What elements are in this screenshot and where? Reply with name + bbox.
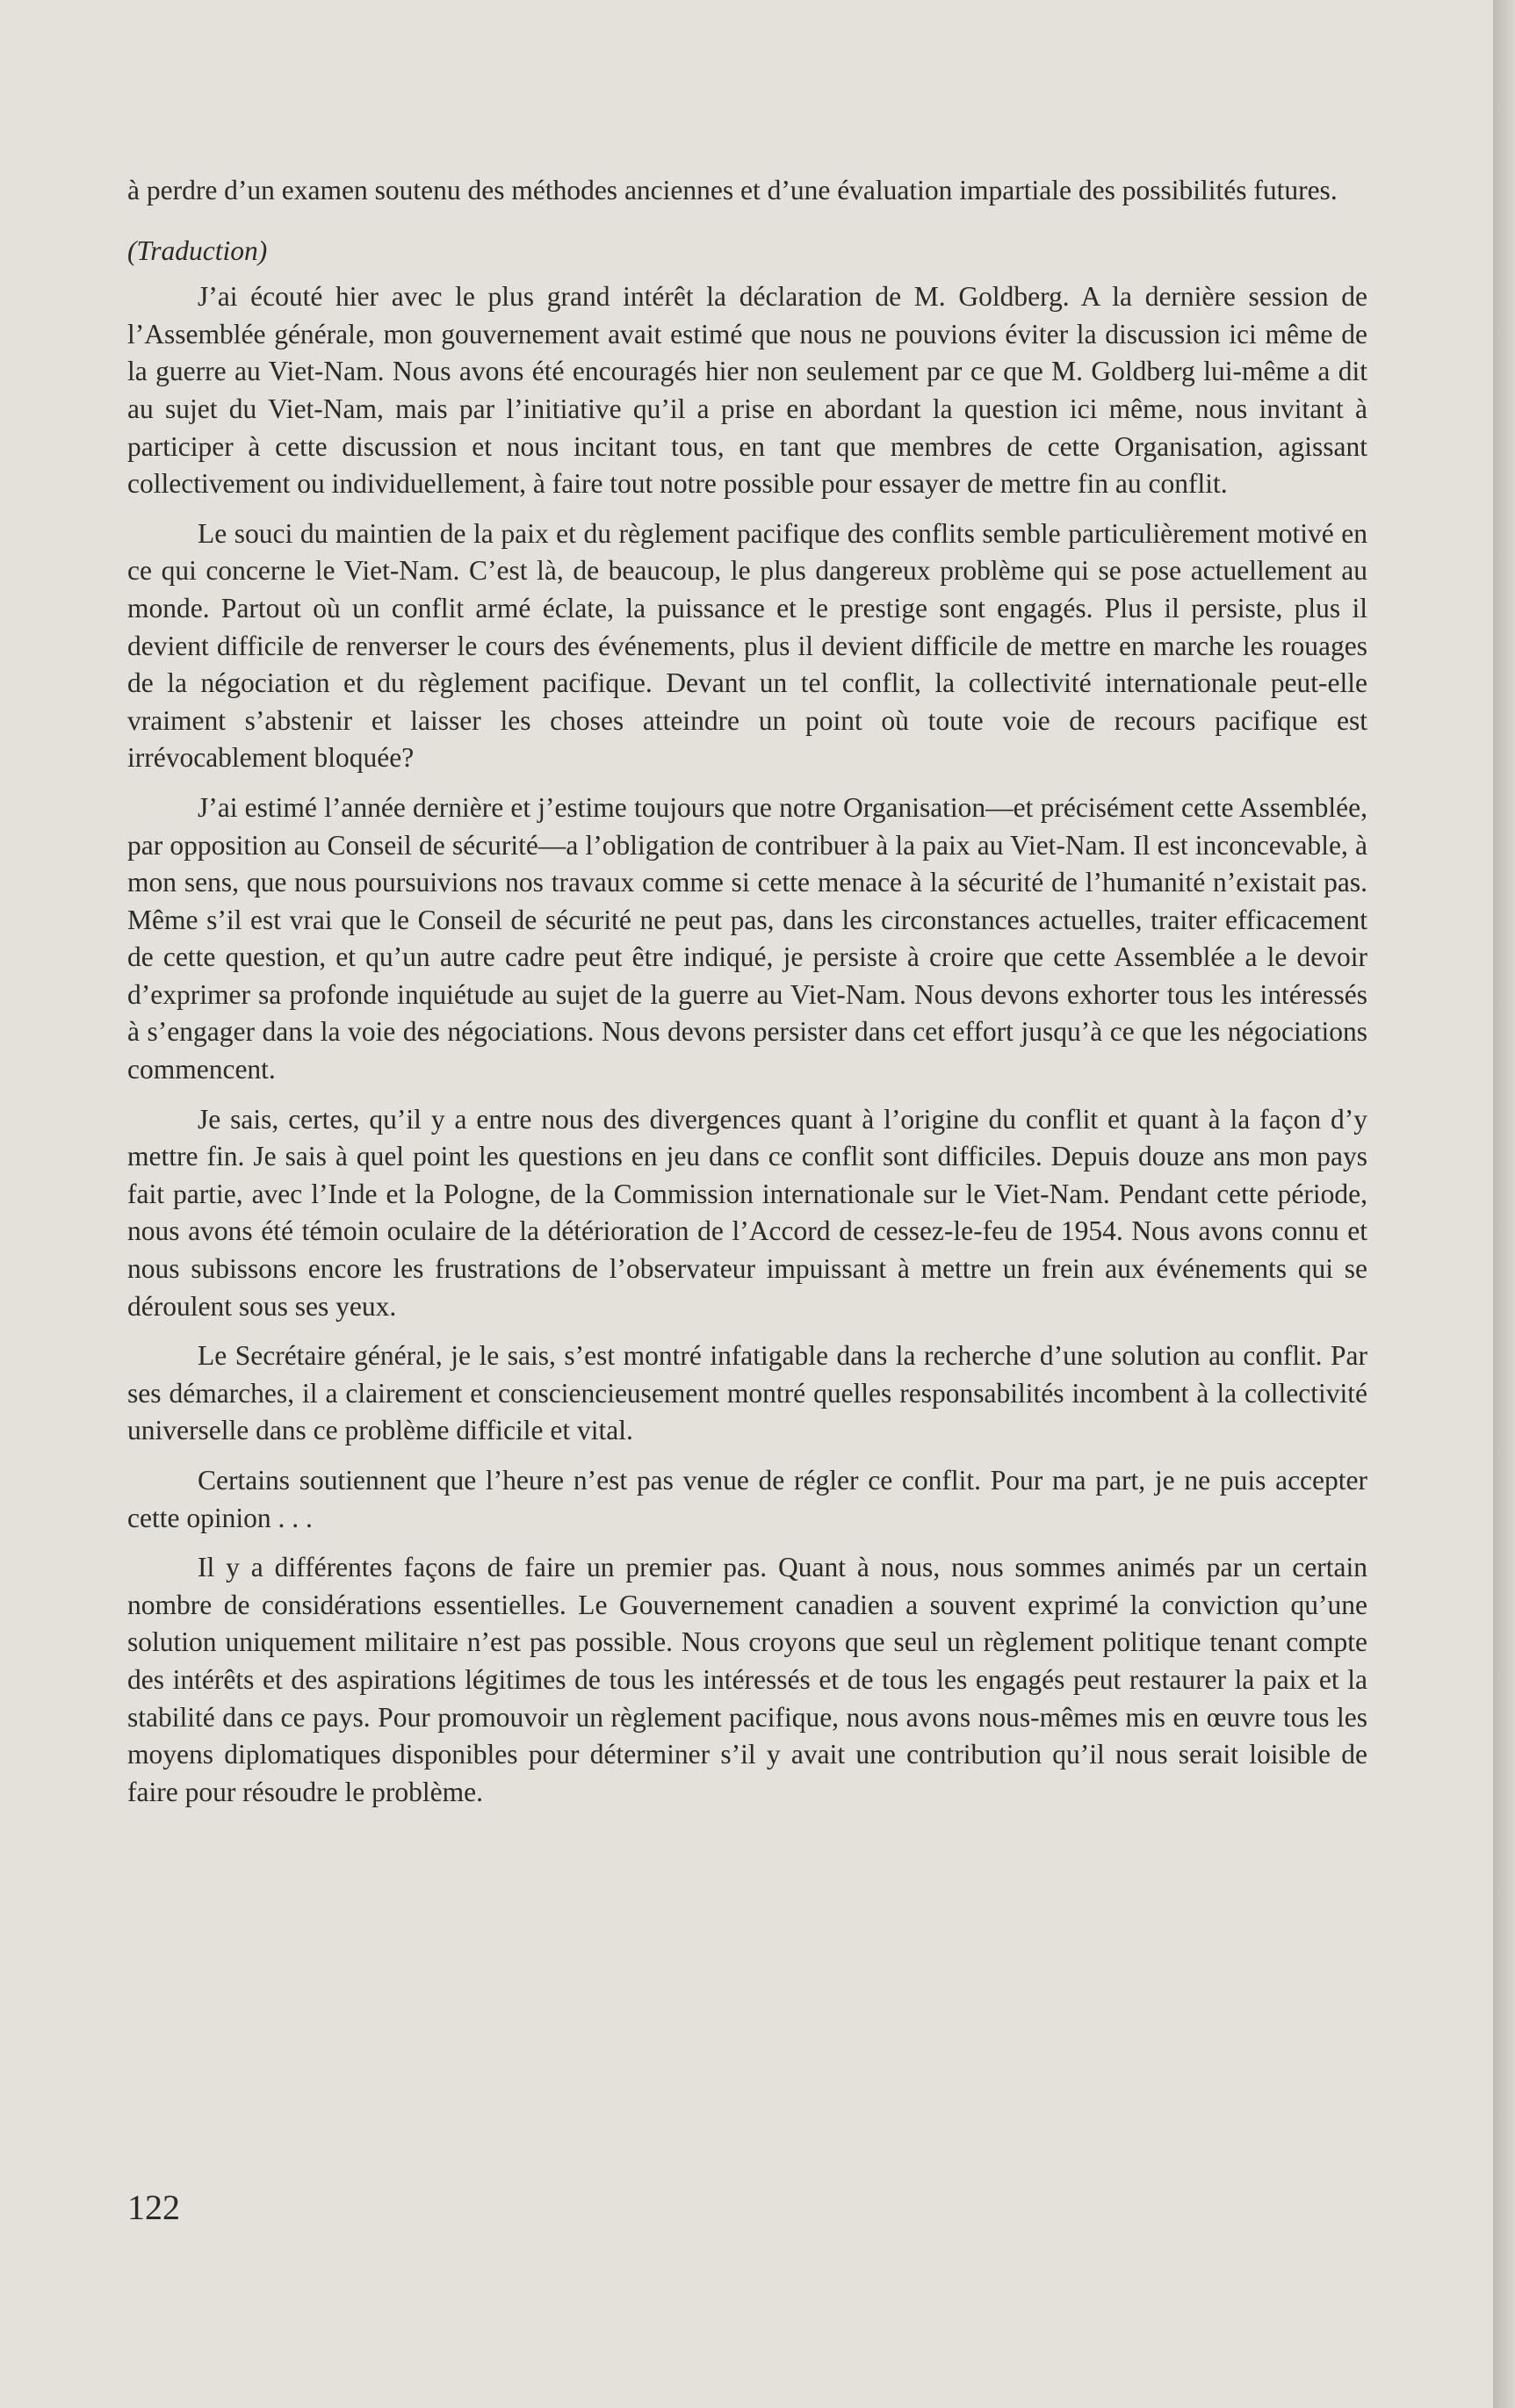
paragraph: J’ai écouté hier avec le plus grand intérêt la déclaration de M. Goldberg. A la dernière session de l’Assemblée générale, mon gouvernement avait estimé que nous ne pouvions éviter la discussion ici même de la guerre au Viet-Nam. Nous avons été encouragés hier non seulement par ce que M. Goldberg lui-même a dit au sujet du Viet-Nam, mais par l’initiative qu’il a prise en abordant la question ici même, nous invitant à participer à cette discussion et nous incitant tous, en tant que membres de cette Organisation, agissant collectivement ou individuellement, à faire tout notre possible pour essayer de mettre fin au conflit. — [127, 281, 1367, 500]
paragraph: Je sais, certes, qu’il y a entre nous des divergences quant à l’origine du conflit et quant à la façon d’y mettre fin. Je sais à quel point les questions en jeu dans ce conflit sont difficiles. Depuis douze ans mon pays fait partie, avec l’Inde et la Pologne, de la Commission internationale sur le Viet-Nam. Pendant cette période, nous avons été témoin oculaire de la détérioration de l’Accord de cessez-le-feu de 1954. Nous avons connu et nous subissons encore les frustrations de l’observateur impuissant à mettre un frein aux événements qui se déroulent sous ses yeux. — [127, 1103, 1367, 1322]
paragraph: J’ai estimé l’année dernière et j’estime toujours que notre Organisation—et précisément cette Assemblée, par opposition au Conseil de sécurité—a l’obligation de contribuer à la paix au Viet-Nam. Il est inconcevable, à mon sens, que nous poursuivions nos travaux comme si cette menace à la sécurité de l’humanité n’existait pas. Même s’il est vrai que le Conseil de sécurité ne peut pas, dans les circonstances actuelles, traiter efficacement de cette question, et qu’un autre cadre peut être indiqué, je persiste à croire que cette Assemblée a le devoir d’exprimer sa profonde inquiétude au sujet de la guerre au Viet-Nam. Nous devons exhorter tous les intéressés à s’engager dans la voie des négociations. Nous devons persister dans cet effort jusqu’à ce que les négociations commencent. — [127, 791, 1367, 1085]
paragraph: Le souci du maintien de la paix et du règlement pacifique des conflits semble particulièrement motivé en ce qui concerne le Viet-Nam. C’est là, de beaucoup, le plus dangereux problème qui se pose actuellement au monde. Partout où un conflit armé éclate, la puissance et le prestige sont engagés. Plus il persiste, plus il devient difficile de renverser le cours des événements, plus il devient difficile de mettre en marche les rouages de la négociation et du règlement pacifique. Devant un tel conflit, la collectivité internationale peut-elle vraiment s’abstenir et laisser les choses atteindre un point où toute voie de recours pacifique est irrévocablement bloquée? — [127, 517, 1367, 774]
paragraph: Certains soutiennent que l’heure n’est pas venue de régler ce conflit. Pour ma part, je ne puis accepter cette opinion . . . — [127, 1465, 1367, 1533]
page-edge-shadow — [1493, 0, 1515, 2408]
paragraph: Il y a différentes façons de faire un premier pas. Quant à nous, nous sommes animés par un certain nombre de considérations essentielles. Le Gouvernement canadien a souvent exprimé la conviction qu’une solution uniquement militaire n’est pas possible. Nous croyons que seul un règlement politique tenant compte des intérêts et des aspirations légitimes de tous les intéressés et de tous les engagés peut restaurer la paix et la stabilité dans ce pays. Pour promouvoir un règlement pacifique, nous avons nous-mêmes mis en œuvre tous les moyens diplomatiques disponibles pour déterminer s’il y avait une contribution qu’il nous serait loisible de faire pour résoudre le problème. — [127, 1552, 1367, 1807]
text-block — [127, 172, 1367, 1823]
opening-paragraph: à perdre d’un examen soutenu des méthodes anciennes et d’une évaluation impartiale des possibilités futures. — [127, 175, 1338, 205]
page-number: 122 — [127, 2188, 180, 2227]
paragraph: Le Secrétaire général, je le sais, s’est montré infatigable dans la recherche d’une solution au conflit. Par ses démarches, il a clairement et consciencieusement montré quelles responsabilités incombent à la collectivité universelle dans ce problème difficile et vital. — [127, 1340, 1367, 1446]
translation-heading: (Traduction) — [127, 234, 268, 266]
